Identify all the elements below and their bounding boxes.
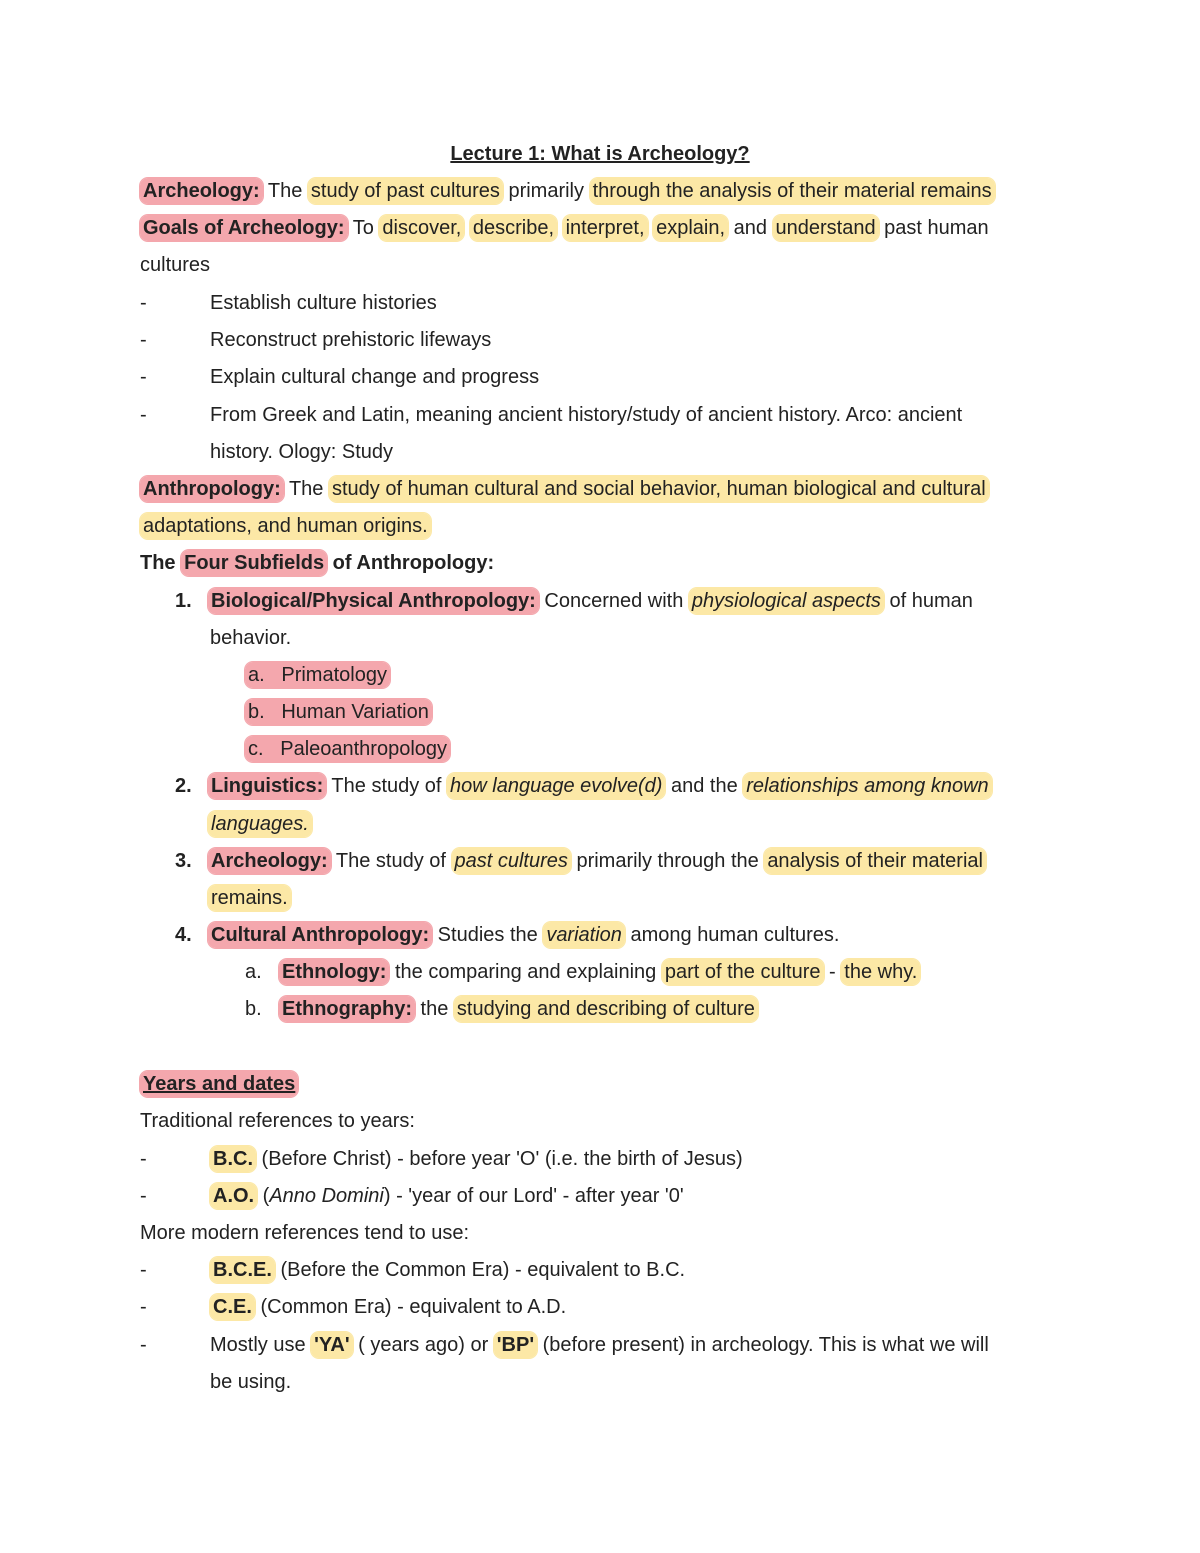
subfield-item: 4. Cultural Anthropology: Studies the variation among human cultures.	[175, 924, 840, 946]
paragraph: More modern references tend to use:	[140, 1222, 470, 1244]
term-archeology: Archeology:	[140, 178, 263, 204]
list-item: - Mostly use 'YA' ( years ago) or 'BP' (before present) in archeology. This is what we will	[140, 1334, 989, 1356]
paragraph: Traditional references to years:	[140, 1110, 415, 1132]
list-item: - C.E. (Common Era) - equivalent to A.D.	[140, 1296, 567, 1318]
subfields-heading: The Four Subfields of Anthropology:	[140, 552, 495, 574]
term-goals: Goals of Archeology:	[140, 215, 348, 241]
list-item: - Establish culture histories	[140, 292, 437, 314]
subfield-item: 3. Archeology: The study of past cultures primarily through the analysis of their material	[175, 848, 986, 874]
subfield-continuation: remains.	[208, 885, 291, 911]
list-item-continuation: history. Ology: Study	[210, 441, 394, 463]
highlight: study of past cultures	[308, 178, 503, 204]
subfield-item: 2. Linguistics: The study of how language evolve(d) and the relationships among known	[175, 773, 992, 799]
subfield-item: 1. Biological/Physical Anthropology: Concerned with physiological aspects of human	[175, 590, 973, 612]
sub-list-item: b. Human Variation	[245, 699, 432, 725]
sub-list-item: a. Ethnology: the comparing and explaining part of the culture - the why.	[245, 959, 920, 985]
list-item: - Explain cultural change and progress	[140, 366, 540, 388]
page-title: Lecture 1: What is Archeology?	[450, 143, 750, 165]
archeology-definition: Archeology: The study of past cultures primarily through the analysis of their material remains	[140, 178, 995, 204]
sub-list-item: a. Primatology	[245, 662, 390, 688]
term-anthropology: Anthropology:	[140, 476, 284, 502]
sub-list-item: b. Ethnography: the studying and describing of culture	[245, 996, 758, 1022]
anthropology-continuation: adaptations, and human origins.	[140, 513, 431, 539]
list-item: - B.C.E. (Before the Common Era) - equivalent to B.C.	[140, 1259, 686, 1281]
list-item: - B.C. (Before Christ) - before year 'O' (i.e. the birth of Jesus)	[140, 1148, 743, 1170]
section-heading: Years and dates	[140, 1071, 298, 1097]
list-item: - From Greek and Latin, meaning ancient history/study of ancient history. Arco: ancient	[140, 404, 963, 426]
list-item: - Reconstruct prehistoric lifeways	[140, 329, 492, 351]
list-item-continuation: be using.	[210, 1371, 292, 1393]
goals-continuation: cultures	[140, 254, 211, 276]
anthropology-definition: Anthropology: The study of human cultural and social behavior, human biological and cultural	[140, 476, 989, 502]
goals-definition: Goals of Archeology: To discover, describe, interpret, explain, and understand past human	[140, 215, 989, 241]
highlight: through the analysis of their material remains	[590, 178, 995, 204]
sub-list-item: c. Paleoanthropology	[245, 736, 450, 762]
list-item: - A.O. (Anno Domini) - 'year of our Lord' - after year '0'	[140, 1185, 684, 1207]
subfield-continuation: languages.	[208, 811, 312, 837]
subfield-continuation: behavior.	[210, 627, 292, 649]
